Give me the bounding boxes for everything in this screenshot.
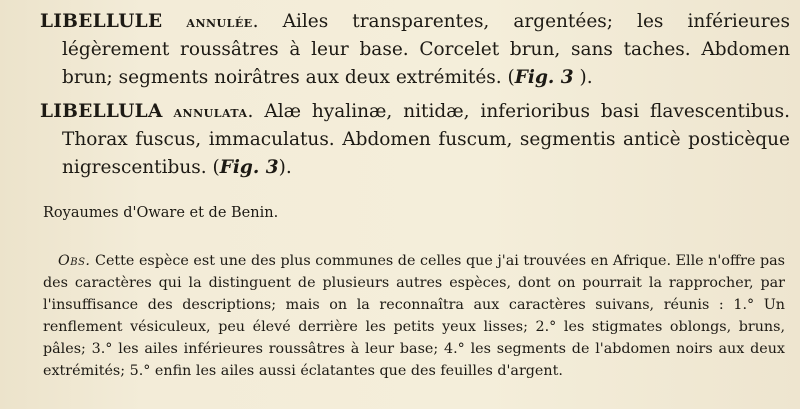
french-species-name: annulée [186, 12, 253, 31]
french-description-close: ). [573, 67, 593, 88]
observation-section [43, 250, 785, 382]
latin-figure-reference: Fig. 3 [219, 157, 279, 178]
observation-paragraph [43, 250, 785, 382]
latin-species-entry [40, 98, 790, 182]
latin-species-name: annulata [173, 102, 248, 121]
observation-text: Cette espèce est une des plus communes de celles que j'ai trouvées en Afrique. Elle n'offre pas des caractères qui la distinguent de plusieurs autres espèces, dont on pourrait la rapprocher, par l'insuffisance des descriptions; mais on la reconnaîtra aux caractères suivans, réunis : 1.° Un renflement vésiculeux, peu élevé derrière les petits yeux lisses; 2.° les stigmates oblongs, bruns, pâles; 3.° les ailes inférieures roussâtres à leur base; 4.° les segments de l'abdomen noirs aux deux extrémités; 5.° enfin les ailes aussi éclatantes que des feuilles d'argent. [43, 253, 785, 379]
latin-description-paragraph [40, 98, 790, 182]
french-description-paragraph [40, 8, 790, 92]
french-description-text: . Ailes transparentes, argentées; les inférieures légèrement roussâtres à leur base. Corcelet brun, sans taches. Abdomen brun; segments noirâtres aux deux extrémités. ( [62, 11, 790, 88]
observation-label: Obs. [58, 253, 91, 269]
latin-genus-name: LIBELLULA [40, 101, 163, 122]
french-genus-name: LIBELLULE [40, 11, 163, 32]
latin-description-close: ). [278, 157, 292, 178]
latin-description-text: . Alæ hyalinæ, nitidæ, inferioribus basi flavescentibus. Thorax fuscus, immaculatus. Abdomen fuscum, segmentis anticè posticèque nigrescentibus. ( [62, 101, 790, 178]
habitat-region: Royaumes d'Oware et de Benin. [43, 205, 279, 221]
french-species-entry [40, 8, 790, 92]
french-figure-reference: Fig. 3 [514, 67, 574, 88]
